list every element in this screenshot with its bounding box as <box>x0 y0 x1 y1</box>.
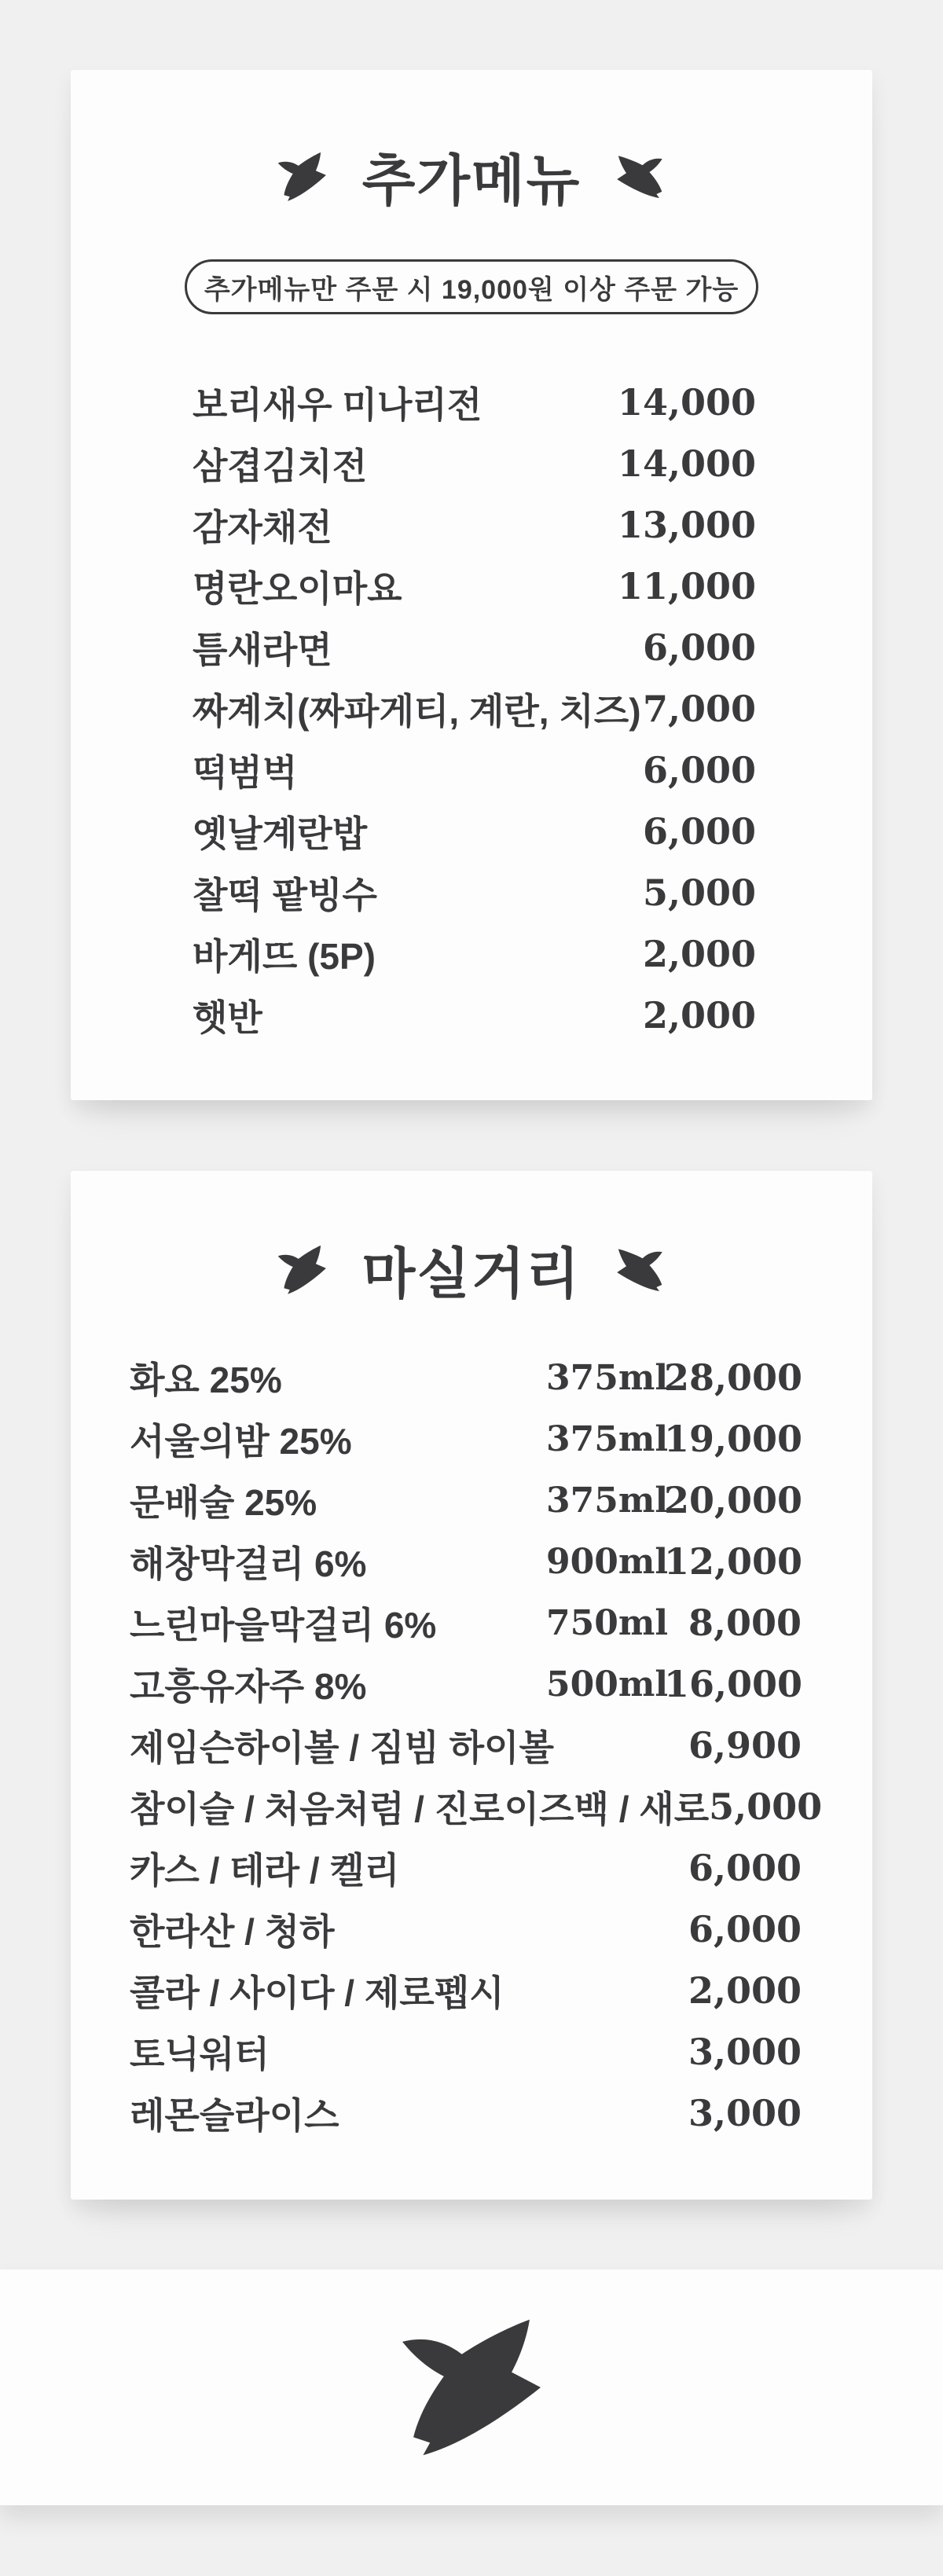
item-price: 6,900 <box>688 1724 802 1767</box>
menu-item-row <box>71 1592 872 1653</box>
card-title: 추가메뉴 <box>361 150 582 211</box>
menu-item-row <box>71 1653 872 1715</box>
card-title: 마실거리 <box>361 1243 582 1305</box>
menu-items-list <box>71 1347 872 2144</box>
item-price: 20,000 <box>664 1479 803 1521</box>
card-title-row <box>71 131 872 222</box>
item-name: 해창막걸리 6% <box>130 1543 367 1584</box>
item-name: 짜계치(짜파게티, 계란, 치즈) <box>193 691 641 732</box>
item-name: 화요 25% <box>130 1360 282 1400</box>
bird-icon <box>277 1243 328 1295</box>
item-price: 6,000 <box>642 810 756 853</box>
item-price: 8,000 <box>688 1602 802 1644</box>
item-name: 보리새우 미나리전 <box>193 384 483 425</box>
menu-item-row <box>71 1715 872 1776</box>
item-volume: 375ml <box>546 1357 669 1398</box>
menu-items-list <box>71 372 872 1046</box>
item-name: 토닉워터 <box>130 2034 270 2075</box>
menu-item-row <box>71 1776 872 1837</box>
item-price: 16,000 <box>664 1663 803 1705</box>
item-price: 3,000 <box>688 2031 802 2073</box>
item-price: 2,000 <box>642 933 756 975</box>
item-name: 틈새라면 <box>193 629 332 670</box>
item-name: 삼겹김치전 <box>193 446 368 486</box>
item-name: 한라산 / 청하 <box>130 1911 335 1952</box>
menu-item-row <box>71 801 872 862</box>
item-price: 6,000 <box>642 749 756 791</box>
item-volume: 500ml <box>546 1664 669 1704</box>
menu-item-row <box>71 923 872 985</box>
item-name: 바게뜨 (5P) <box>193 936 376 977</box>
bird-icon <box>277 150 328 202</box>
item-name: 감자채전 <box>193 507 332 548</box>
footer-band <box>0 2270 943 2505</box>
item-price: 11,000 <box>617 565 756 607</box>
menu-item-row <box>71 2082 872 2144</box>
item-price: 6,000 <box>642 626 756 669</box>
item-price: 14,000 <box>617 442 756 485</box>
menu-item-row <box>71 1837 872 1899</box>
menu-item-row <box>71 1960 872 2021</box>
item-name: 제임슨하이볼 / 짐빔 하이볼 <box>130 1727 554 1768</box>
menu-item-row <box>71 1347 872 1408</box>
item-name: 문배술 25% <box>130 1482 317 1523</box>
menu-item-row <box>71 433 872 494</box>
item-name: 햇반 <box>193 997 262 1038</box>
item-price: 13,000 <box>617 504 756 546</box>
item-price: 5,000 <box>709 1785 823 1828</box>
item-price: 28,000 <box>664 1356 803 1399</box>
bird-logo-icon <box>402 2313 541 2462</box>
item-price: 14,000 <box>617 381 756 424</box>
item-volume: 375ml <box>546 1480 669 1521</box>
item-name: 참이슬 / 처음처럼 / 진로이즈백 / 새로 <box>130 1789 710 1829</box>
item-price: 19,000 <box>664 1418 803 1460</box>
bird-icon <box>615 150 666 204</box>
menu-item-row <box>71 2021 872 2082</box>
menu-item-row <box>71 1531 872 1592</box>
menu-item-row <box>71 1470 872 1531</box>
order-note: 추가메뉴만 주문 시 19,000원 이상 주문 가능 <box>185 259 758 314</box>
menu-item-row <box>71 1408 872 1470</box>
item-name: 카스 / 테라 / 켈리 <box>130 1850 400 1891</box>
menu-card-drinks <box>71 1171 872 2200</box>
menu-item-row <box>71 985 872 1046</box>
item-name: 옛날계란밥 <box>193 813 368 854</box>
item-price: 6,000 <box>688 1908 802 1950</box>
menu-item-row <box>71 556 872 617</box>
menu-item-row <box>71 617 872 678</box>
menu-card-additional <box>71 70 872 1100</box>
item-name: 느린마을막걸리 6% <box>130 1605 437 1646</box>
item-volume: 900ml <box>546 1541 669 1582</box>
item-price: 7,000 <box>642 688 756 730</box>
item-price: 12,000 <box>664 1540 803 1583</box>
menu-item-row <box>71 678 872 739</box>
item-price: 5,000 <box>642 872 756 914</box>
menu-item-row <box>71 494 872 556</box>
card-title-row <box>71 1224 872 1315</box>
item-name: 명란오이마요 <box>193 568 402 609</box>
item-volume: 750ml <box>546 1602 669 1643</box>
item-name: 찰떡 팥빙수 <box>193 875 377 916</box>
menu-item-row <box>71 739 872 801</box>
item-price: 6,000 <box>688 1847 802 1889</box>
item-name: 레몬슬라이스 <box>130 2095 339 2136</box>
item-name: 떡범벅 <box>193 752 298 793</box>
item-name: 고흥유자주 8% <box>130 1666 367 1707</box>
bird-icon <box>615 1243 666 1297</box>
menu-item-row <box>71 1899 872 1960</box>
menu-item-row <box>71 862 872 923</box>
item-name: 콜라 / 사이다 / 제로펩시 <box>130 1972 505 2013</box>
item-volume: 375ml <box>546 1418 669 1459</box>
item-name: 서울의밤 25% <box>130 1421 352 1462</box>
menu-item-row <box>71 372 872 433</box>
item-price: 2,000 <box>642 994 756 1037</box>
item-price: 3,000 <box>688 2092 802 2134</box>
item-price: 2,000 <box>688 1969 802 2012</box>
